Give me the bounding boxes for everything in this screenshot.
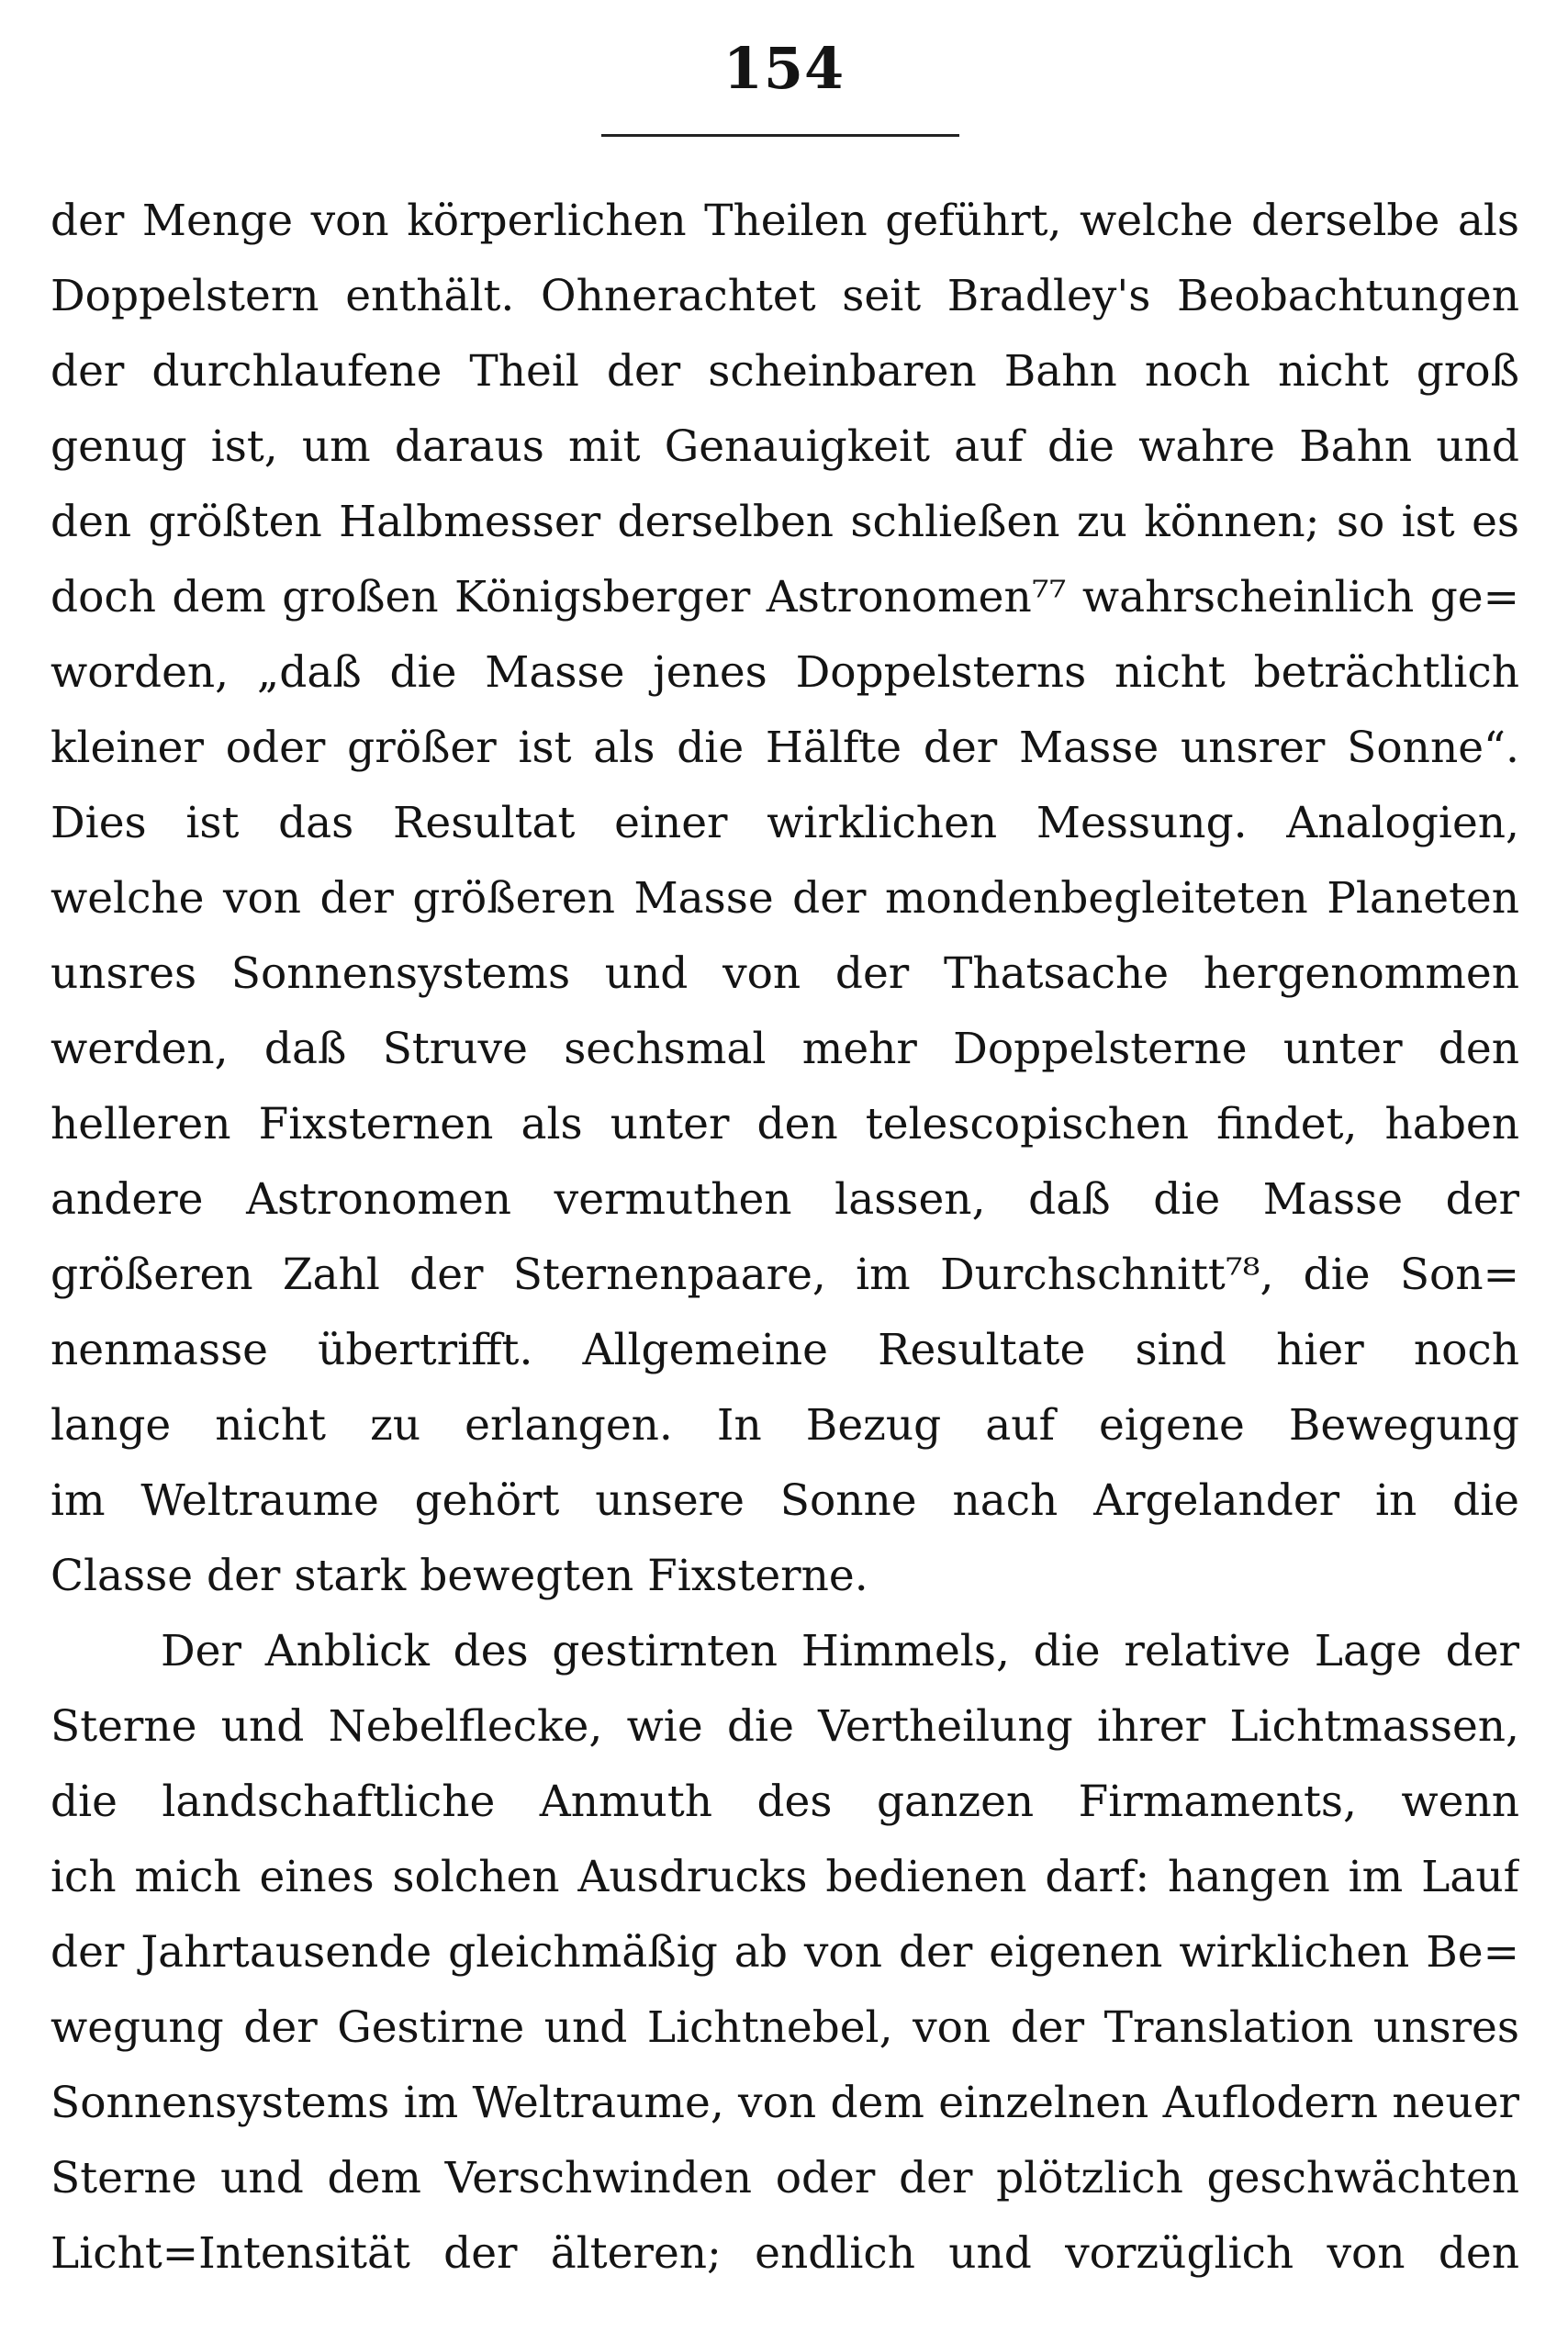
text-line: Sterne und Nebelflecke, wie die Vertheilung ihrer Lichtmassen,: [50, 1701, 1519, 1752]
text-line: Doppelstern enthält. Ohnerachtet seit Bradley's Beobachtungen: [50, 271, 1519, 321]
text-line: doch dem großen Königsberger Astronomen⁷⁷ wahrscheinlich ge=: [50, 572, 1519, 622]
body-text: [50, 184, 1519, 2292]
text-line: worden, „daß die Masse jenes Doppelsterns nicht beträchtlich: [50, 647, 1519, 698]
text-line: ich mich eines solchen Ausdrucks bedienen darf: hangen im Lauf: [50, 1852, 1519, 1902]
text-line: der durchlaufene Theil der scheinbaren Bahn noch nicht groß: [50, 346, 1519, 397]
paragraph-start-line: Der Anblick des gestirnten Himmels, die relative Lage der: [161, 1626, 1519, 1676]
text-line: im Weltraume gehört unsere Sonne nach Argelander in die: [50, 1475, 1519, 1526]
text-line: unsres Sonnensystems und von der Thatsache hergenommen: [50, 948, 1519, 999]
text-line: helleren Fixsternen als unter den telescopischen findet, haben: [50, 1099, 1519, 1149]
text-line: Licht=Intensität der älteren; endlich und vorzüglich von den: [50, 2228, 1519, 2279]
text-line: größeren Zahl der Sternenpaare, im Durchschnitt⁷⁸, die Son=: [50, 1250, 1519, 1300]
text-line: Sterne und dem Verschwinden oder der plötzlich geschwächten: [50, 2153, 1519, 2203]
text-line: wegung der Gestirne und Lichtnebel, von der Translation unsres: [50, 2002, 1519, 2053]
text-line: welche von der größeren Masse der mondenbegleiteten Planeten: [50, 873, 1519, 924]
text-line: andere Astronomen vermuthen lassen, daß die Masse der: [50, 1174, 1519, 1225]
text-line: der Jahrtausende gleichmäßig ab von der eigenen wirklichen Be=: [50, 1927, 1519, 1978]
paragraph-end-line: Classe der stark bewegten Fixsterne.: [50, 1551, 868, 1601]
text-line: der Menge von körperlichen Theilen geführt, welche derselbe als: [50, 196, 1519, 246]
text-line: lange nicht zu erlangen. In Bezug auf eigene Bewegung: [50, 1400, 1519, 1451]
text-line: Dies ist das Resultat einer wirklichen Messung. Analogien,: [50, 798, 1519, 848]
text-line: nenmasse übertrifft. Allgemeine Resultate sind hier noch: [50, 1325, 1519, 1375]
text-line: werden, daß Struve sechsmal mehr Doppelsterne unter den: [50, 1024, 1519, 1074]
text-line: den größten Halbmesser derselben schließen zu können; so ist es: [50, 497, 1519, 547]
page-number: 154: [722, 35, 846, 102]
text-line: Sonnensystems im Weltraume, von dem einzelnen Auflodern neuer: [50, 2078, 1519, 2128]
header-rule: [601, 134, 959, 137]
text-line: die landschaftliche Anmuth des ganzen Firmaments, wenn: [50, 1777, 1519, 1827]
text-line: kleiner oder größer ist als die Hälfte der Masse unsrer Sonne“.: [50, 723, 1519, 773]
text-line: genug ist, um daraus mit Genauigkeit auf die wahre Bahn und: [50, 421, 1519, 472]
